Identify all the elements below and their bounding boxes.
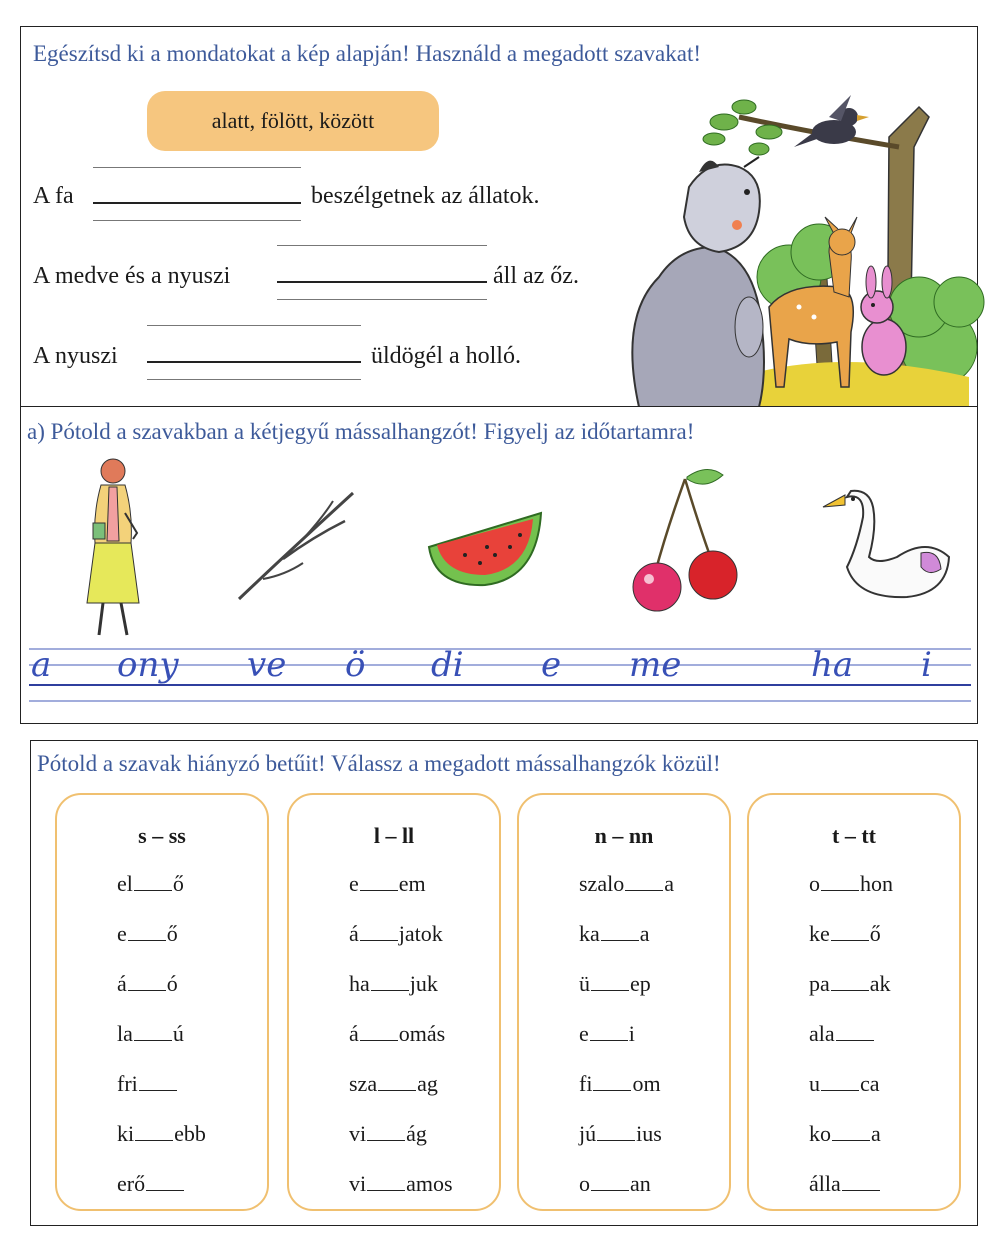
word-prefix: ko (809, 1121, 831, 1146)
word-suffix: omás (398, 1021, 446, 1046)
word-prefix: la (117, 1021, 133, 1046)
word-prefix: álla (809, 1171, 841, 1196)
word-suffix: juk (409, 971, 438, 996)
word-prefix: u (809, 1071, 820, 1096)
missing-letter-blank[interactable] (367, 1122, 405, 1141)
word-prefix: o (809, 871, 820, 896)
cherry-icon (627, 469, 753, 615)
missing-letter-blank[interactable] (134, 872, 172, 891)
word-item (349, 921, 443, 947)
word-suffix: ő (869, 921, 881, 946)
word-suffix: em (398, 871, 426, 896)
word-item (117, 1171, 185, 1197)
word-suffix: ep (630, 971, 651, 996)
word-prefix: jú (579, 1121, 597, 1146)
letter-group-header: n – nn (594, 823, 654, 848)
fragment-me: me (629, 645, 682, 685)
word-suffix: ő (172, 871, 184, 896)
word-item (809, 921, 881, 947)
word-item (579, 1021, 635, 1047)
missing-letter-blank[interactable] (601, 922, 639, 941)
word-prefix: pa (809, 971, 830, 996)
answer-blank-2[interactable] (277, 245, 487, 301)
word-item (117, 1071, 178, 1097)
missing-letter-blank[interactable] (146, 1172, 184, 1191)
word-prefix: sza (349, 1071, 378, 1096)
word-item (117, 1021, 184, 1047)
word-suffix: a (664, 871, 674, 896)
word-suffix: a (871, 1121, 881, 1146)
word-suffix: ak (869, 971, 891, 996)
word-suffix: jatok (398, 921, 443, 946)
bear-figure (632, 157, 764, 407)
watermelon-icon (425, 507, 545, 589)
exercise-panel-prepositions (20, 26, 978, 408)
word-item (349, 971, 438, 997)
word-suffix: an (630, 1171, 651, 1196)
word-item (809, 1171, 881, 1197)
word-item (579, 1121, 662, 1147)
word-suffix: ó (166, 971, 178, 996)
exercise-panel-missing-letters (30, 740, 978, 1226)
word-prefix: ki (117, 1121, 135, 1146)
word-item (579, 971, 651, 997)
fragment-i: i (921, 645, 932, 685)
word-suffix: ius (636, 1121, 662, 1146)
word-prefix: vi (349, 1171, 367, 1196)
word-prefix: el (117, 871, 133, 896)
word-prefix: á (117, 971, 127, 996)
word-item (117, 971, 178, 997)
fragment-e: e (541, 645, 562, 685)
missing-letter-blank[interactable] (360, 922, 398, 941)
word-item (349, 1071, 438, 1097)
word-item (579, 921, 650, 947)
word-prefix: ke (809, 921, 830, 946)
word-prefix: e (579, 1021, 589, 1046)
word-suffix: ag (417, 1071, 438, 1096)
word-suffix: ebb (174, 1121, 206, 1146)
missing-letter-blank[interactable] (831, 972, 869, 991)
missing-letter-blank[interactable] (836, 1022, 874, 1041)
missing-letter-blank[interactable] (378, 1072, 416, 1091)
letter-group-box (55, 793, 269, 1211)
word-item (809, 971, 891, 997)
letter-group-header: s – ss (138, 823, 186, 848)
missing-letter-blank[interactable] (831, 922, 869, 941)
word-prefix: szalo (579, 871, 625, 896)
word-prefix: e (117, 921, 127, 946)
sentence-3-end: üldögél a holló. (371, 343, 521, 369)
missing-letter-blank[interactable] (821, 872, 859, 891)
fragment-ha: ha (811, 645, 854, 685)
letter-group-header: l – ll (373, 823, 415, 848)
word-item (579, 1071, 661, 1097)
missing-letter-blank[interactable] (371, 972, 409, 991)
word-item (349, 1021, 445, 1047)
word-item (809, 1071, 880, 1097)
word-prefix: ka (579, 921, 600, 946)
word-item (349, 871, 426, 897)
letter-group-header: t – tt (832, 823, 876, 848)
word-item (117, 1121, 206, 1147)
word-prefix: e (349, 871, 359, 896)
instruction-text: a) Pótold a szavakban a kétjegyű mássalhangzót! Figyelj az időtartamra! (27, 419, 695, 444)
missing-letter-blank[interactable] (593, 1072, 631, 1091)
word-item (117, 921, 178, 947)
word-item (579, 1171, 651, 1197)
instruction-text: Pótold a szavak hiányzó betűit! Válassz a megadott mássalhangzók közül! (37, 751, 721, 776)
fragment-o-umlaut: ö (345, 645, 366, 685)
exercise-panel-consonants (20, 406, 978, 724)
word-item (809, 871, 893, 897)
letter-group-box (747, 793, 961, 1211)
word-suffix: om (632, 1071, 661, 1096)
missing-letter-blank[interactable] (128, 922, 166, 941)
word-item (809, 1121, 881, 1147)
twig-icon (233, 487, 363, 607)
word-suffix: ú (172, 1021, 184, 1046)
missing-letter-blank[interactable] (625, 872, 663, 891)
missing-letter-blank[interactable] (842, 1172, 880, 1191)
fragment-ony: ony (117, 645, 179, 685)
letter-group-box (517, 793, 731, 1211)
word-item (117, 871, 184, 897)
word-suffix: ág (406, 1121, 427, 1146)
word-suffix: hon (860, 871, 893, 896)
missing-letter-blank[interactable] (832, 1122, 870, 1141)
missing-letter-blank[interactable] (597, 1122, 635, 1141)
sentence-1-start: A fa (33, 183, 74, 209)
word-suffix: i (628, 1021, 635, 1046)
instruction-text: Egészítsd ki a mondatokat a kép alapján! Használd a megadott szavakat! (33, 41, 702, 66)
fragment-a: a (31, 645, 52, 685)
missing-letter-blank[interactable] (590, 1022, 628, 1041)
sentence-2-start: A medve és a nyuszi (33, 263, 231, 289)
missing-letter-blank[interactable] (821, 1072, 859, 1091)
letter-group-box (287, 793, 501, 1211)
word-prefix: vi (349, 1121, 367, 1146)
word-item (579, 871, 674, 897)
word-bank: alatt, fölött, között (147, 91, 439, 151)
word-prefix: á (349, 921, 359, 946)
missing-letter-blank[interactable] (591, 972, 629, 991)
answer-blank-1[interactable] (93, 167, 301, 223)
missing-letter-blank[interactable] (591, 1172, 629, 1191)
forest-animals-illustration (619, 77, 969, 407)
missing-letter-blank[interactable] (360, 1022, 398, 1041)
word-prefix: erő (117, 1171, 146, 1196)
word-item (349, 1121, 427, 1147)
woman-icon (73, 453, 183, 639)
word-prefix: fi (579, 1071, 593, 1096)
fragment-di: di (431, 645, 464, 685)
missing-letter-blank[interactable] (128, 972, 166, 991)
word-prefix: fri (117, 1071, 138, 1096)
word-prefix: ü (579, 971, 590, 996)
answer-blank-3[interactable] (147, 325, 361, 381)
word-suffix: a (639, 921, 650, 946)
word-prefix: á (349, 1021, 359, 1046)
word-item (809, 1021, 875, 1047)
sentence-1-end: beszélgetnek az állatok. (311, 183, 540, 209)
fragment-ve: ve (247, 645, 287, 685)
missing-letter-blank[interactable] (134, 1022, 172, 1041)
swan-icon (817, 487, 957, 605)
missing-letter-blank[interactable] (135, 1122, 173, 1141)
word-prefix: ha (349, 971, 370, 996)
missing-letter-blank[interactable] (367, 1172, 405, 1191)
word-suffix: ő (166, 921, 178, 946)
sentence-2-end: áll az őz. (493, 263, 579, 289)
word-suffix: amos (406, 1171, 453, 1196)
missing-letter-blank[interactable] (360, 872, 398, 891)
word-item (349, 1171, 453, 1197)
missing-letter-blank[interactable] (139, 1072, 177, 1091)
word-prefix: ala (809, 1021, 835, 1046)
word-suffix: ca (860, 1071, 880, 1096)
word-prefix: o (579, 1171, 590, 1196)
sentence-3-start: A nyuszi (33, 343, 118, 369)
